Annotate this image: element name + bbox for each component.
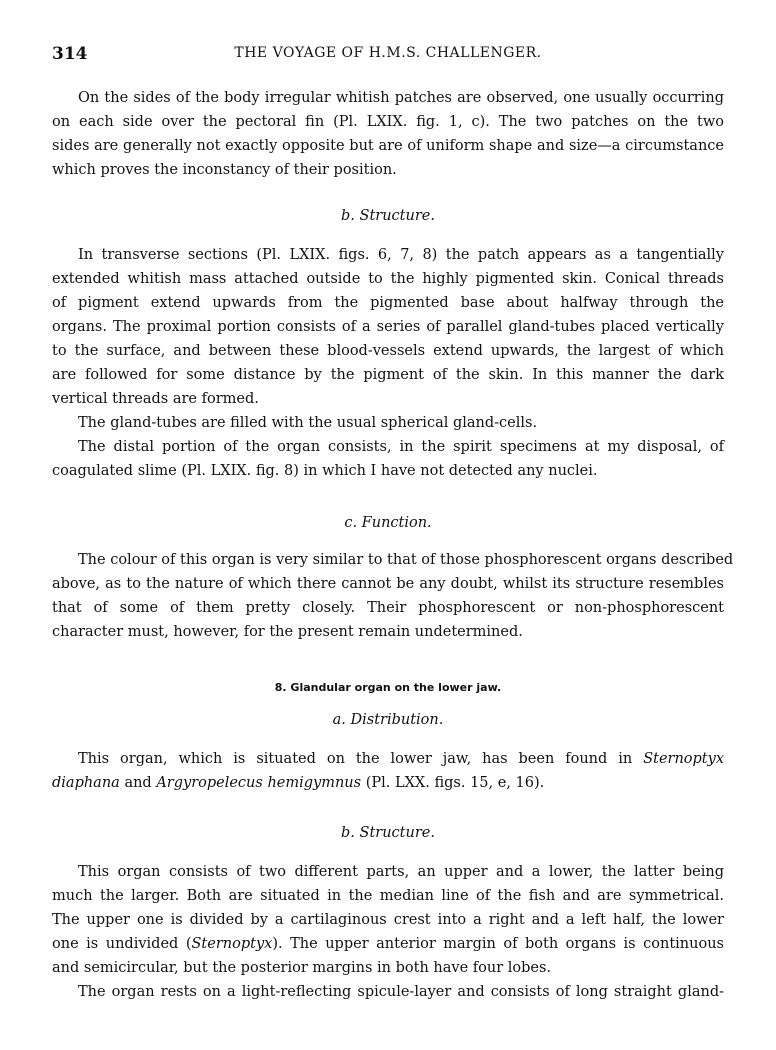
subheading-function: c. Function. bbox=[344, 515, 432, 531]
page-header bbox=[52, 44, 724, 66]
text-line: sides are generally not exactly opposite but are of uniform shape and size—a circumstance bbox=[52, 138, 724, 154]
section-heading: 8. Glandular organ on the lower jaw. bbox=[274, 681, 502, 694]
text-line bbox=[52, 747, 724, 771]
text-run: (Pl. LXX. figs. 15, e, 16). bbox=[365, 775, 545, 791]
subheading-structure-2: b. Structure. bbox=[341, 825, 435, 841]
text-line bbox=[52, 932, 724, 956]
genus-name: Sternoptyx bbox=[191, 936, 273, 952]
paragraph-gland-tubes bbox=[52, 411, 724, 435]
paragraph-organ-structure bbox=[52, 860, 724, 980]
text-line: much the larger. Both are situated in the median line of the fish and are symmetrical. bbox=[52, 888, 724, 904]
text-line: organs. The proximal portion consists of a series of parallel gland-tubes placed vertically bbox=[52, 319, 724, 335]
text-line: of pigment extend upwards from the pigmented base about halfway through the bbox=[52, 295, 724, 311]
paragraph-function bbox=[52, 548, 734, 644]
subheading-structure: b. Structure. bbox=[341, 208, 435, 224]
paragraph-distal bbox=[52, 435, 724, 483]
text-line: and semicircular, but the posterior margins in both have four lobes. bbox=[52, 960, 552, 976]
page-number: 314 bbox=[52, 44, 88, 64]
text-line: that of some of them pretty closely. Their phosphorescent or non-phosphorescent bbox=[52, 600, 724, 616]
text-line: which proves the inconstancy of their position. bbox=[52, 162, 397, 178]
paragraph-patches bbox=[52, 86, 724, 182]
text-line bbox=[52, 771, 724, 795]
text-line: are followed for some distance by the pigment of the skin. In this manner the dark bbox=[52, 367, 724, 383]
paragraph-spicule-layer bbox=[52, 980, 724, 1004]
text-line: to the surface, and between these blood-vessels extend upwards, the largest of which bbox=[52, 343, 724, 359]
text-line: vertical threads are formed. bbox=[52, 391, 259, 407]
subheading-distribution: a. Distribution. bbox=[332, 712, 444, 728]
text-line: The gland-tubes are filled with the usual spherical gland-cells. bbox=[78, 415, 538, 431]
running-title: THE VOYAGE OF H.M.S. CHALLENGER. bbox=[234, 45, 542, 61]
text-run: one is undivided ( bbox=[52, 936, 192, 952]
text-line: The distal portion of the organ consists, in the spirit specimens at my disposal, of bbox=[78, 439, 724, 455]
text-line: The colour of this organ is very similar to that of those phosphorescent organs described bbox=[78, 552, 734, 568]
species-name: diaphana bbox=[52, 775, 120, 791]
text-line: on each side over the pectoral fin (Pl. LXIX. fig. 1, c). The two patches on the two bbox=[52, 114, 724, 130]
text-run: This organ, which is situated on the lower jaw, has been found in bbox=[78, 751, 633, 767]
text-line: character must, however, for the present remain undetermined. bbox=[52, 624, 523, 640]
text-line: extended whitish mass attached outside to the highly pigmented skin. Conical threads bbox=[52, 271, 724, 287]
text-line: On the sides of the body irregular whitish patches are observed, one usually occurring bbox=[78, 90, 724, 106]
text-line: above, as to the nature of which there cannot be any doubt, whilst its structure resembles bbox=[52, 576, 724, 592]
paragraph-sections bbox=[52, 243, 724, 411]
text-line: coagulated slime (Pl. LXIX. fig. 8) in which I have not detected any nuclei. bbox=[52, 463, 598, 479]
text-line: The upper one is divided by a cartilaginous crest into a right and a left half, the lower bbox=[52, 912, 724, 928]
text-run: and bbox=[124, 775, 152, 791]
text-line: In transverse sections (Pl. LXIX. figs. 6, 7, 8) the patch appears as a tangentially bbox=[78, 247, 724, 263]
genus-name: Sternoptyx bbox=[643, 751, 725, 767]
text-run: ). The upper anterior margin of both organs is continuous bbox=[272, 936, 724, 952]
text-line: The organ rests on a light-reflecting spicule-layer and consists of long straight gland- bbox=[78, 984, 724, 1000]
text-line: This organ consists of two different parts, an upper and a lower, the latter being bbox=[78, 864, 724, 880]
paragraph-distribution bbox=[52, 747, 724, 795]
species-name: Argyropelecus hemigymnus bbox=[156, 775, 362, 791]
